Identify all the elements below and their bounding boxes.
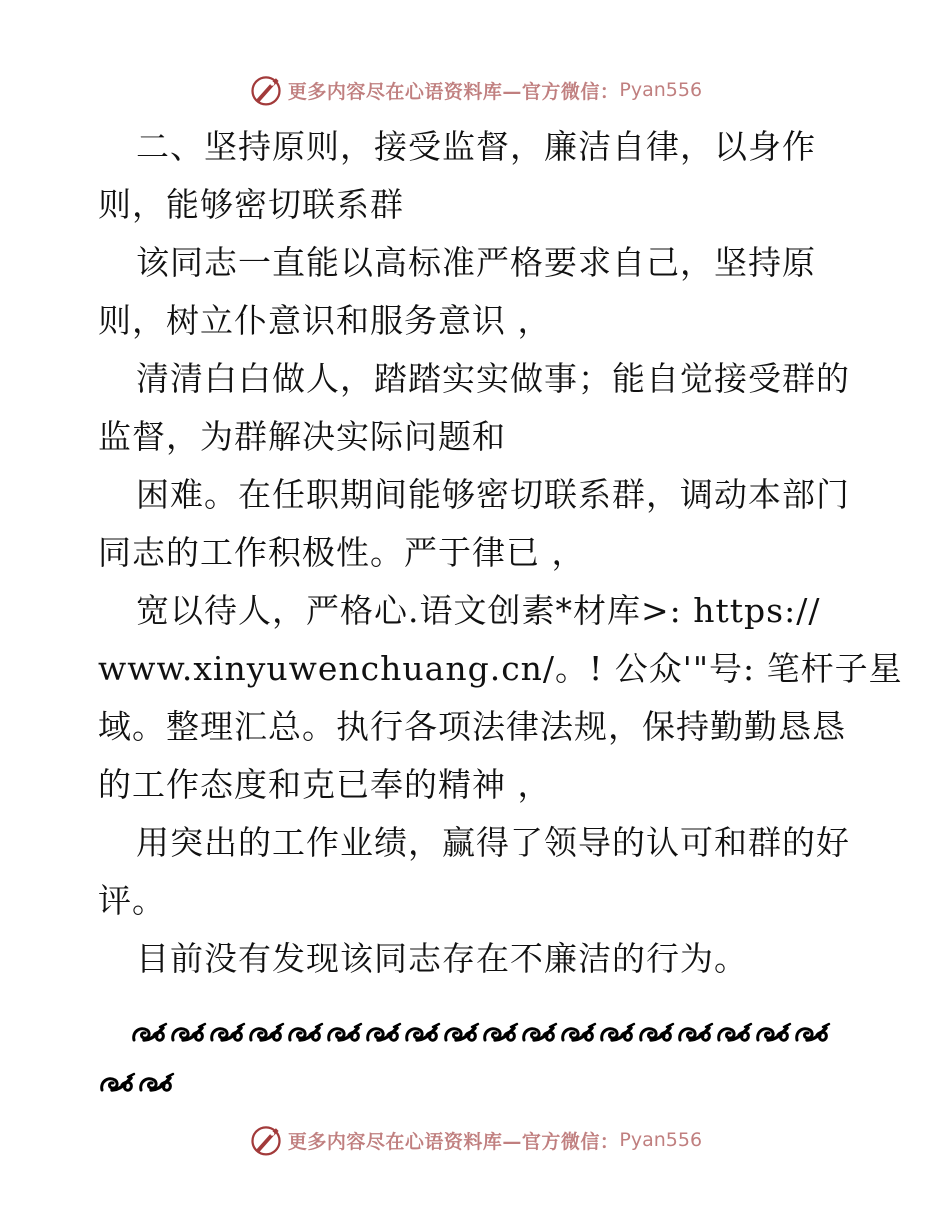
paragraph [98, 234, 858, 350]
text-line: 该同志一直能以高标准严格要求自己，坚持原 [136, 243, 816, 282]
document-body [98, 118, 903, 988]
swirl-ornament-icon [676, 1018, 714, 1048]
swirl-ornament-icon [130, 1018, 168, 1048]
ornament-divider [130, 1008, 850, 1108]
paragraph [98, 118, 858, 234]
paragraph [98, 814, 858, 930]
text-line: 监督，为群解决实际问题和 [98, 417, 506, 456]
footer-banner [0, 1120, 950, 1160]
swirl-ornament-icon [559, 1018, 597, 1048]
swirl-ornament-icon [137, 1068, 175, 1098]
ornament-row [98, 1058, 850, 1108]
text-line: 域。整理汇总。执行各项法律法规，保持勤勤恳恳 [98, 707, 846, 746]
text-line: 则，树立仆意识和服务意识 ， [98, 301, 552, 340]
swirl-ornament-icon [208, 1018, 246, 1048]
text-line: 用突出的工作业绩，赢得了领导的认可和群的好 [136, 823, 850, 862]
swirl-ornament-icon [286, 1018, 324, 1048]
paragraph [98, 582, 903, 814]
paragraph [98, 930, 858, 988]
pen-nib-logo-icon [248, 1122, 284, 1158]
text-line: 宽以待人，严格心.语文创素*材库>: https:// [136, 591, 821, 630]
text-line: 目前没有发现该同志存在不廉洁的行为。 [136, 939, 748, 978]
swirl-ornament-icon [637, 1018, 675, 1048]
ornament-row [130, 1008, 850, 1058]
pen-nib-logo-icon [248, 72, 284, 108]
swirl-ornament-icon [442, 1018, 480, 1048]
text-line: 二、坚持原则，接受监督，廉洁自律，以身作 [136, 127, 816, 166]
paragraph [98, 350, 858, 466]
text-line: 则，能够密切联系群 [98, 185, 404, 224]
swirl-ornament-icon [754, 1018, 792, 1048]
text-line: www.xinyuwenchuang.cn/。! 公众'"号: 笔杆子星 [98, 649, 903, 688]
swirl-ornament-icon [169, 1018, 207, 1048]
footer-wechat-id: Pyan556 [619, 1129, 703, 1151]
swirl-ornament-icon [481, 1018, 519, 1048]
footer-banner-text: 更多内容尽在心语资料库—官方微信： [287, 1130, 620, 1153]
swirl-ornament-icon [364, 1018, 402, 1048]
swirl-ornament-icon [325, 1018, 363, 1048]
header-banner-text: 更多内容尽在心语资料库—官方微信： [287, 80, 620, 103]
text-line: 同志的工作积极性。严于律已 ， [98, 533, 586, 572]
text-line: 清清白白做人，踏踏实实做事；能自觉接受群的 [136, 359, 850, 398]
text-line: 评。 [98, 881, 166, 920]
swirl-ornament-icon [247, 1018, 285, 1048]
swirl-ornament-icon [520, 1018, 558, 1048]
paragraph [98, 466, 858, 582]
swirl-ornament-icon [98, 1068, 136, 1098]
swirl-ornament-icon [793, 1018, 831, 1048]
swirl-ornament-icon [403, 1018, 441, 1048]
header-banner [0, 70, 950, 110]
text-line: 困难。在任职期间能够密切联系群，调动本部门 [136, 475, 850, 514]
header-wechat-id: Pyan556 [619, 79, 703, 101]
swirl-ornament-icon [715, 1018, 753, 1048]
text-line: 的工作态度和克已奉的精神 ， [98, 765, 552, 804]
swirl-ornament-icon [598, 1018, 636, 1048]
